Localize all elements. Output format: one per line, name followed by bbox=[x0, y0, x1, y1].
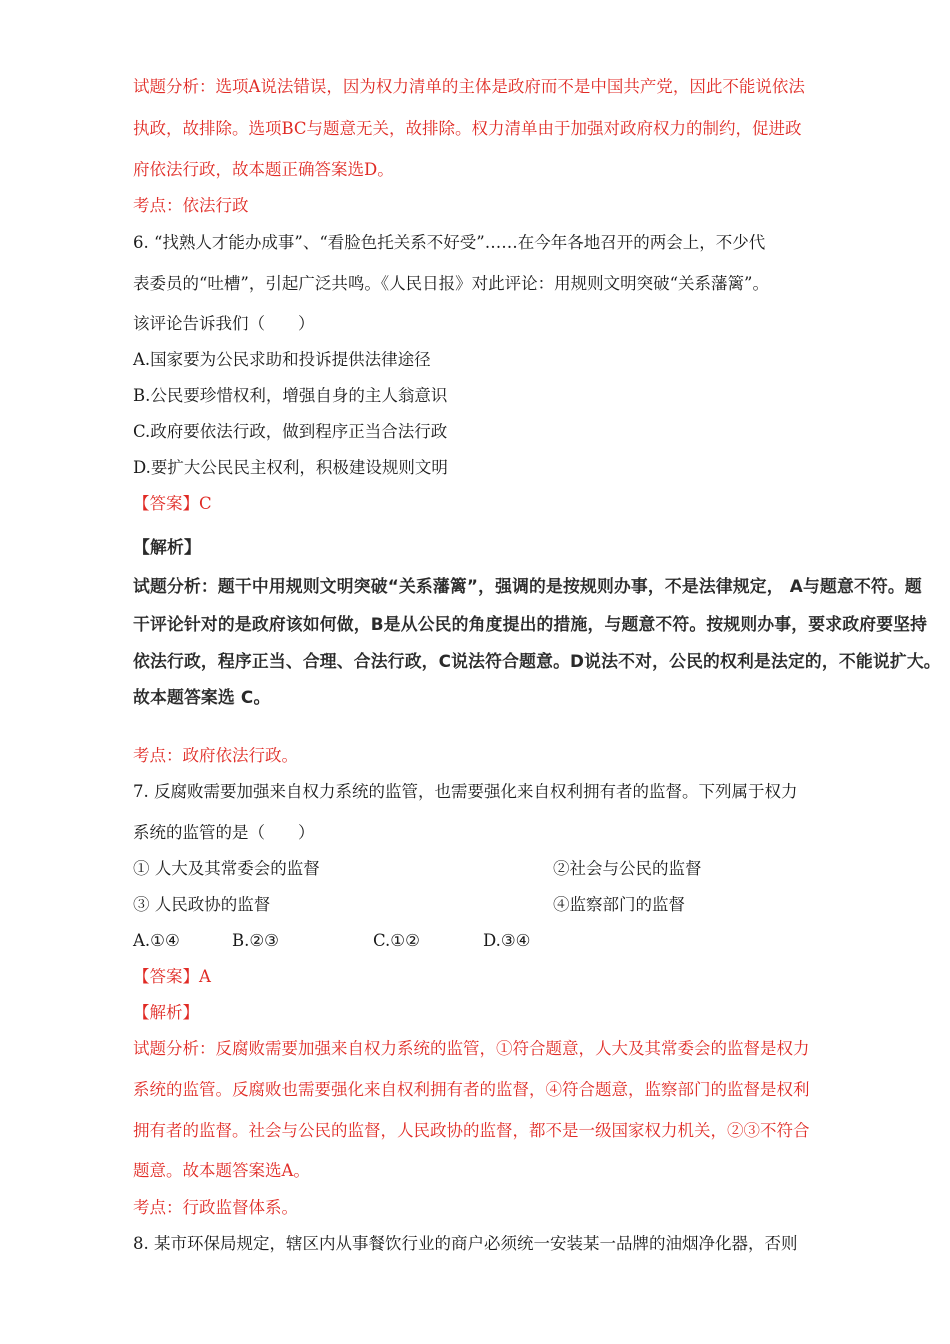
q7-stem-line-1: 7. 反腐败需要加强来自权力系统的监管，也需要强化来自权利拥有者的监督。下列属于权力 bbox=[133, 782, 798, 801]
q7-item-3: ③ 人民政协的监督 bbox=[133, 895, 271, 914]
q5-analysis-line-1: 试题分析：选项A说法错误，因为权力清单的主体是政府而不是中国共产党，因此不能说依法 bbox=[133, 77, 805, 96]
q7-analysis-line-1: 试题分析：反腐败需要加强来自权力系统的监管，①符合题意，人大及其常委会的监督是权力 bbox=[133, 1039, 810, 1058]
q7-analysis-line-3: 拥有者的监督。社会与公民的监督，人民政协的监督，都不是一级国家权力机关，②③不符合 bbox=[133, 1121, 810, 1140]
q6-option-a: A.国家要为公民求助和投诉提供法律途径 bbox=[133, 350, 431, 369]
q7-item-1: ① 人大及其常委会的监督 bbox=[133, 859, 320, 878]
q7-item-4: ④监察部门的监督 bbox=[553, 895, 685, 914]
q6-analysis-line-2: 干评论针对的是政府该如何做，B是从公民的角度提出的措施，与题意不符。按规则办事，要求政府要坚持 bbox=[133, 614, 928, 634]
q7-item-2: ②社会与公民的监督 bbox=[553, 859, 702, 878]
q7-choice-b: B.②③ bbox=[232, 931, 279, 950]
q6-answer: 【答案】C bbox=[133, 494, 212, 513]
q7-choice-d: D.③④ bbox=[483, 931, 531, 950]
q6-jiexi-heading: 【解析】 bbox=[133, 537, 201, 557]
q6-stem-line-1: 6. “找熟人才能办成事”、“看脸色托关系不好受”……在今年各地召开的两会上，不少代 bbox=[133, 233, 766, 252]
q6-option-b: B.公民要珍惜权利，增强自身的主人翁意识 bbox=[133, 386, 448, 405]
q7-analysis-line-4: 题意。故本题答案选A。 bbox=[133, 1161, 310, 1180]
q7-analysis-line-2: 系统的监管。反腐败也需要强化来自权利拥有者的监督，④符合题意，监察部门的监督是权利 bbox=[133, 1080, 810, 1099]
q6-option-c: C.政府要依法行政，做到程序正当合法行政 bbox=[133, 422, 448, 441]
q6-stem-line-3: 该评论告诉我们（ ） bbox=[133, 314, 315, 333]
q6-analysis-line-3: 依法行政，程序正当、合理、合法行政，C说法符合题意。D说法不对，公民的权利是法定的，不能说扩大。 bbox=[133, 651, 941, 671]
q7-stem-line-2: 系统的监管的是（ ） bbox=[133, 823, 315, 842]
q6-stem-line-2: 表委员的“吐槽”，引起广泛共鸣。《人民日报》对此评论：用规则文明突破“关系藩篱”。 bbox=[133, 274, 769, 293]
q5-analysis-line-3: 府依法行政，故本题正确答案选D。 bbox=[133, 160, 394, 179]
q6-option-d: D.要扩大公民民主权利，积极建设规则文明 bbox=[133, 458, 448, 477]
q7-answer: 【答案】A bbox=[133, 967, 211, 986]
q5-analysis-line-2: 执政，故排除。选项BC与题意无关，故排除。权力清单由于加强对政府权力的制约，促进政 bbox=[133, 119, 802, 138]
q7-choice-a: A.①④ bbox=[133, 931, 180, 950]
q7-choice-c: C.①② bbox=[373, 931, 420, 950]
q5-kaodian: 考点：依法行政 bbox=[133, 196, 249, 215]
q7-jiexi-heading: 【解析】 bbox=[133, 1003, 199, 1022]
q6-analysis-line-4: 故本题答案选 C。 bbox=[133, 687, 271, 707]
q7-kaodian: 考点：行政监督体系。 bbox=[133, 1198, 298, 1217]
q6-kaodian: 考点：政府依法行政。 bbox=[133, 746, 298, 765]
q8-stem-line-1: 8. 某市环保局规定，辖区内从事餐饮行业的商户必须统一安装某一品牌的油烟净化器，否则 bbox=[133, 1234, 798, 1253]
q6-analysis-line-1: 试题分析：题干中用规则文明突破“关系藩篱”，强调的是按规则办事，不是法律规定， A与题意不符。题 bbox=[133, 576, 922, 596]
